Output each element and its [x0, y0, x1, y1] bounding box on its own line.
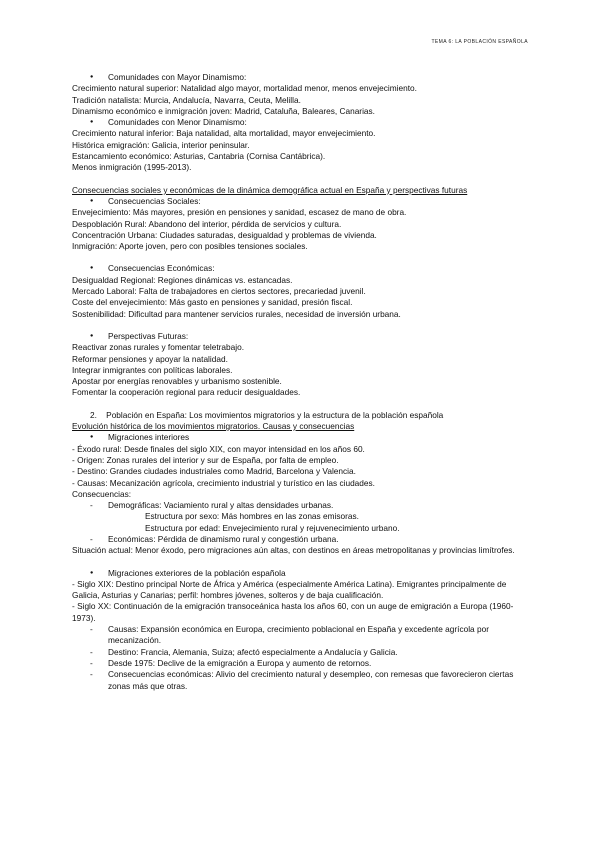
- bullet-item: ● Consecuencias Económicas:: [72, 263, 532, 274]
- text-line: Integrar inmigrantes con políticas laborales.: [72, 364, 233, 375]
- bullet-item: ● Comunidades con Mayor Dinamismo:: [72, 72, 532, 83]
- text-line: Dinamismo económico e inmigración joven: Madrid, Cataluña, Baleares, Canarias.: [72, 105, 375, 116]
- text-line: Inmigración: Aporte joven, pero con posibles tensiones sociales.: [72, 241, 308, 252]
- section-title: Consecuencias sociales y económicas de la dinámica demográfica actual en España y perspectivas futuras: [72, 184, 468, 195]
- text-line: Reactivar zonas rurales y fomentar teletrabajo.: [72, 342, 245, 353]
- text-line: Reformar pensiones y apoyar la natalidad.: [72, 353, 228, 364]
- bullet-item: ● Comunidades con Menor Dinamismo:: [72, 117, 532, 128]
- text-paragraph: - Siglo XIX: Destino principal Norte de África y América (especialmente América Latina). Emigrantes principalmente de Galicia, Asturias y Canarias; perfil: hombres jóvenes, solteros y de baja cualificación.: [72, 578, 507, 601]
- dash-item: - Desde 1975: Declive de la emigración a Europa y aumento de retornos.: [90, 657, 372, 668]
- page-header: TEMA 6: LA POBLACIÓN ESPAÑOLA: [431, 39, 528, 45]
- text-line: - Éxodo rural: Desde finales del siglo XIX, con mayor intensidad en los años 60.: [72, 443, 365, 454]
- sub-item: Estructura por sexo: Más hombres en las zonas emisoras.: [145, 511, 359, 522]
- text-line: - Origen: Zonas rurales del interior y sur de España, por falta de empleo.: [72, 454, 339, 465]
- text-line: Concentración Urbana: Ciudades saturadas, desigualdad y problemas de vivienda.: [72, 229, 377, 240]
- text-line: - Causas: Mecanización agrícola, crecimiento industrial y turístico en las ciudades.: [72, 477, 375, 488]
- text-line: Tradición natalista: Murcia, Andalucía, Navarra, Ceuta, Melilla.: [72, 94, 301, 105]
- text-line: Crecimiento natural inferior: Baja natalidad, alta mortalidad, mayor envejecimiento.: [72, 128, 376, 139]
- text-line: Coste del envejecimiento: Más gasto en pensiones y sanidad, presión fiscal.: [72, 297, 353, 308]
- heading-number: 2.: [90, 409, 97, 420]
- bullet-item: ● Consecuencias Sociales:: [72, 196, 532, 207]
- text-line: Consecuencias:: [72, 488, 132, 499]
- numbered-heading: [72, 410, 532, 421]
- text-line: Envejecimiento: Más mayores, presión en pensiones y sanidad, escasez de mano de obra.: [72, 207, 407, 218]
- text-line: Mercado Laboral: Falta de trabajadores en ciertos sectores, precariedad juvenil.: [72, 286, 366, 297]
- sub-item: Estructura por edad: Envejecimiento rural y rejuvenecimiento urbano.: [145, 522, 400, 533]
- bullet-item: ● Perspectivas Futuras:: [72, 331, 532, 342]
- dash-item: - Causas: Expansión económica en Europa, crecimiento poblacional en España y excedente agrícola por mecanización.: [90, 624, 489, 646]
- text-line: Apostar por energías renovables y urbanismo sostenible.: [72, 376, 282, 387]
- text-line: - Destino: Grandes ciudades industriales como Madrid, Barcelona y Valencia.: [72, 466, 356, 477]
- dash-item: - Destino: Francia, Alemania, Suiza; afectó especialmente a Andalucía y Galicia.: [90, 646, 398, 657]
- text-line: Menos inmigración (1995-2013).: [72, 162, 192, 173]
- text-line: Histórica emigración: Galicia, interior peninsular.: [72, 139, 250, 150]
- bullet-item: ● Migraciones exteriores de la población española: [72, 568, 532, 579]
- text-paragraph: - Siglo XX: Continuación de la emigración transoceánica hasta los años 60, con un auge de emigración a Europa (1960-1973).: [72, 601, 514, 623]
- dash-item: - Económicas: Pérdida de dinamismo rural y congestión urbana.: [90, 533, 339, 544]
- text-line: Sostenibilidad: Dificultad para mantener servicios rurales, necesidad de inversión urbana.: [72, 308, 401, 319]
- text-line: Desigualdad Regional: Regiones dinámicas vs. estancadas.: [72, 274, 293, 285]
- text-line: Crecimiento natural superior: Natalidad algo mayor, mortalidad menor, menos envejecimiento.: [72, 83, 417, 94]
- text-line: Estancamiento económico: Asturias, Cantabria (Cornisa Cantábrica).: [72, 151, 326, 162]
- dash-item: - Demográficas: Vaciamiento rural y altas densidades urbanas.: [90, 500, 334, 511]
- bullet-item: ● Migraciones interiores: [72, 432, 532, 443]
- dash-item: - Consecuencias económicas: Alivio del crecimiento natural y desempleo, con remesas que favorecieron ciertas zonas más que otras.: [90, 669, 514, 691]
- document-body: [72, 72, 532, 692]
- heading-text: Población en España: Los movimientos migratorios y la estructura de la población española: [106, 409, 444, 420]
- section-subtitle: Evolución histórica de los movimientos migratorios. Causas y consecuencias: [72, 421, 355, 432]
- text-line: Fomentar la cooperación regional para reducir desigualdades.: [72, 387, 301, 398]
- text-line: Despoblación Rural: Abandono del interior, pérdida de servicios y cultura.: [72, 218, 342, 229]
- text-paragraph: Situación actual: Menor éxodo, pero migraciones aún altas, con destinos en áreas metropolitanas y provincias limítrofes.: [72, 545, 515, 556]
